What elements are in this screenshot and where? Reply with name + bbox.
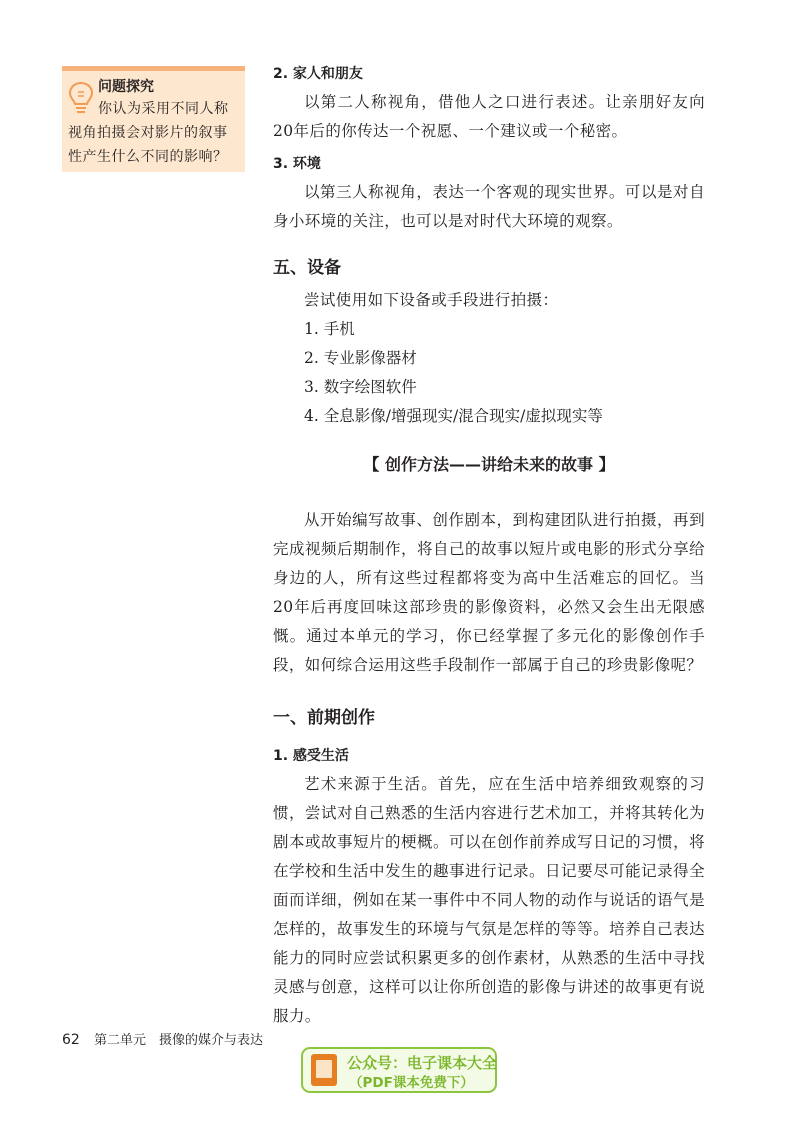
equipment-item: 2. 专业影像器材 (304, 349, 417, 367)
watermark-line2: （PDF课本免费下） (349, 1075, 474, 1091)
paragraph-feel-life: 艺术来源于生活。首先，应在生活中培养细致观察的习惯，尝试对自己熟悉的生活内容进行艺术加工，并将其转化为剧本或故事短片的梗概。可以在创作前养成写日记的习惯，将在学校和生活中发生的趣事进行记录。日记要尽可能记录得全面而详细，例如在某一事件中不同人物的动作与说话的语气是怎样的，故事发生的环境与气氛是怎样的等等。培养自己表达能力的同时应尝试积累更多的创作素材，从熟悉的生活中寻找灵感与创意，这样可以让你所创造的影像与讲述的故事更有说服力。 (273, 775, 705, 1025)
paragraph-environment: 以第三人称视角，表达一个客观的现实世界。可以是对自身小环境的关注，也可以是对时代大环境的观察。 (273, 183, 705, 230)
watermark-line1: 公众号：电子课本大全 (347, 1054, 498, 1072)
page-number: 62 (62, 1032, 80, 1048)
unit-title: 第二单元 摄像的媒介与表达 (93, 1033, 263, 1048)
section-heading-environment: 3. 环境 (273, 156, 321, 172)
subheading-feel-life: 1. 感受生活 (273, 748, 349, 764)
heading-pre-production: 一、前期创作 (273, 708, 375, 728)
equipment-intro: 尝试使用如下设备或手段进行拍摄： (304, 291, 559, 309)
page-footer (62, 1029, 263, 1048)
equipment-item: 4. 全息影像/增强现实/混合现实/虚拟现实等 (304, 407, 603, 425)
heading-equipment: 五、设备 (273, 258, 341, 278)
main-content (273, 60, 705, 1031)
equipment-item: 1. 手机 (304, 320, 355, 338)
book-logo-icon (311, 1054, 337, 1086)
inquiry-sidebar (62, 66, 245, 172)
method-paragraph: 从开始编写故事、创作剧本，到构建团队进行拍摄，再到完成视频后期制作，将自己的故事以短片或电影的形式分享给身边的人，所有这些过程都将变为高中生活难忘的回忆。当20年后再度回味这部珍贵的影像资料，必然又会生出无限感慨。通过本单元的学习，你已经掌握了多元化的影像创作手段，如何综合运用这些手段制作一部属于自己的珍贵影像呢？ (273, 511, 705, 674)
equipment-item: 3. 数字绘图软件 (304, 378, 417, 396)
sidebar-question: 你认为采用不同人称视角拍摄会对影片的叙事性产生什么不同的影响？ (68, 101, 229, 165)
section-heading-family: 2. 家人和朋友 (273, 66, 363, 82)
paragraph-family: 以第二人称视角，借他人之口进行表述。让亲朋好友向20年后的你传达一个祝愿、一个建议或一个秘密。 (273, 93, 705, 140)
method-title: 【 创作方法——讲给未来的故事 】 (363, 455, 615, 474)
sidebar-title: 问题探究 (98, 79, 154, 95)
watermark-badge (301, 1047, 497, 1093)
